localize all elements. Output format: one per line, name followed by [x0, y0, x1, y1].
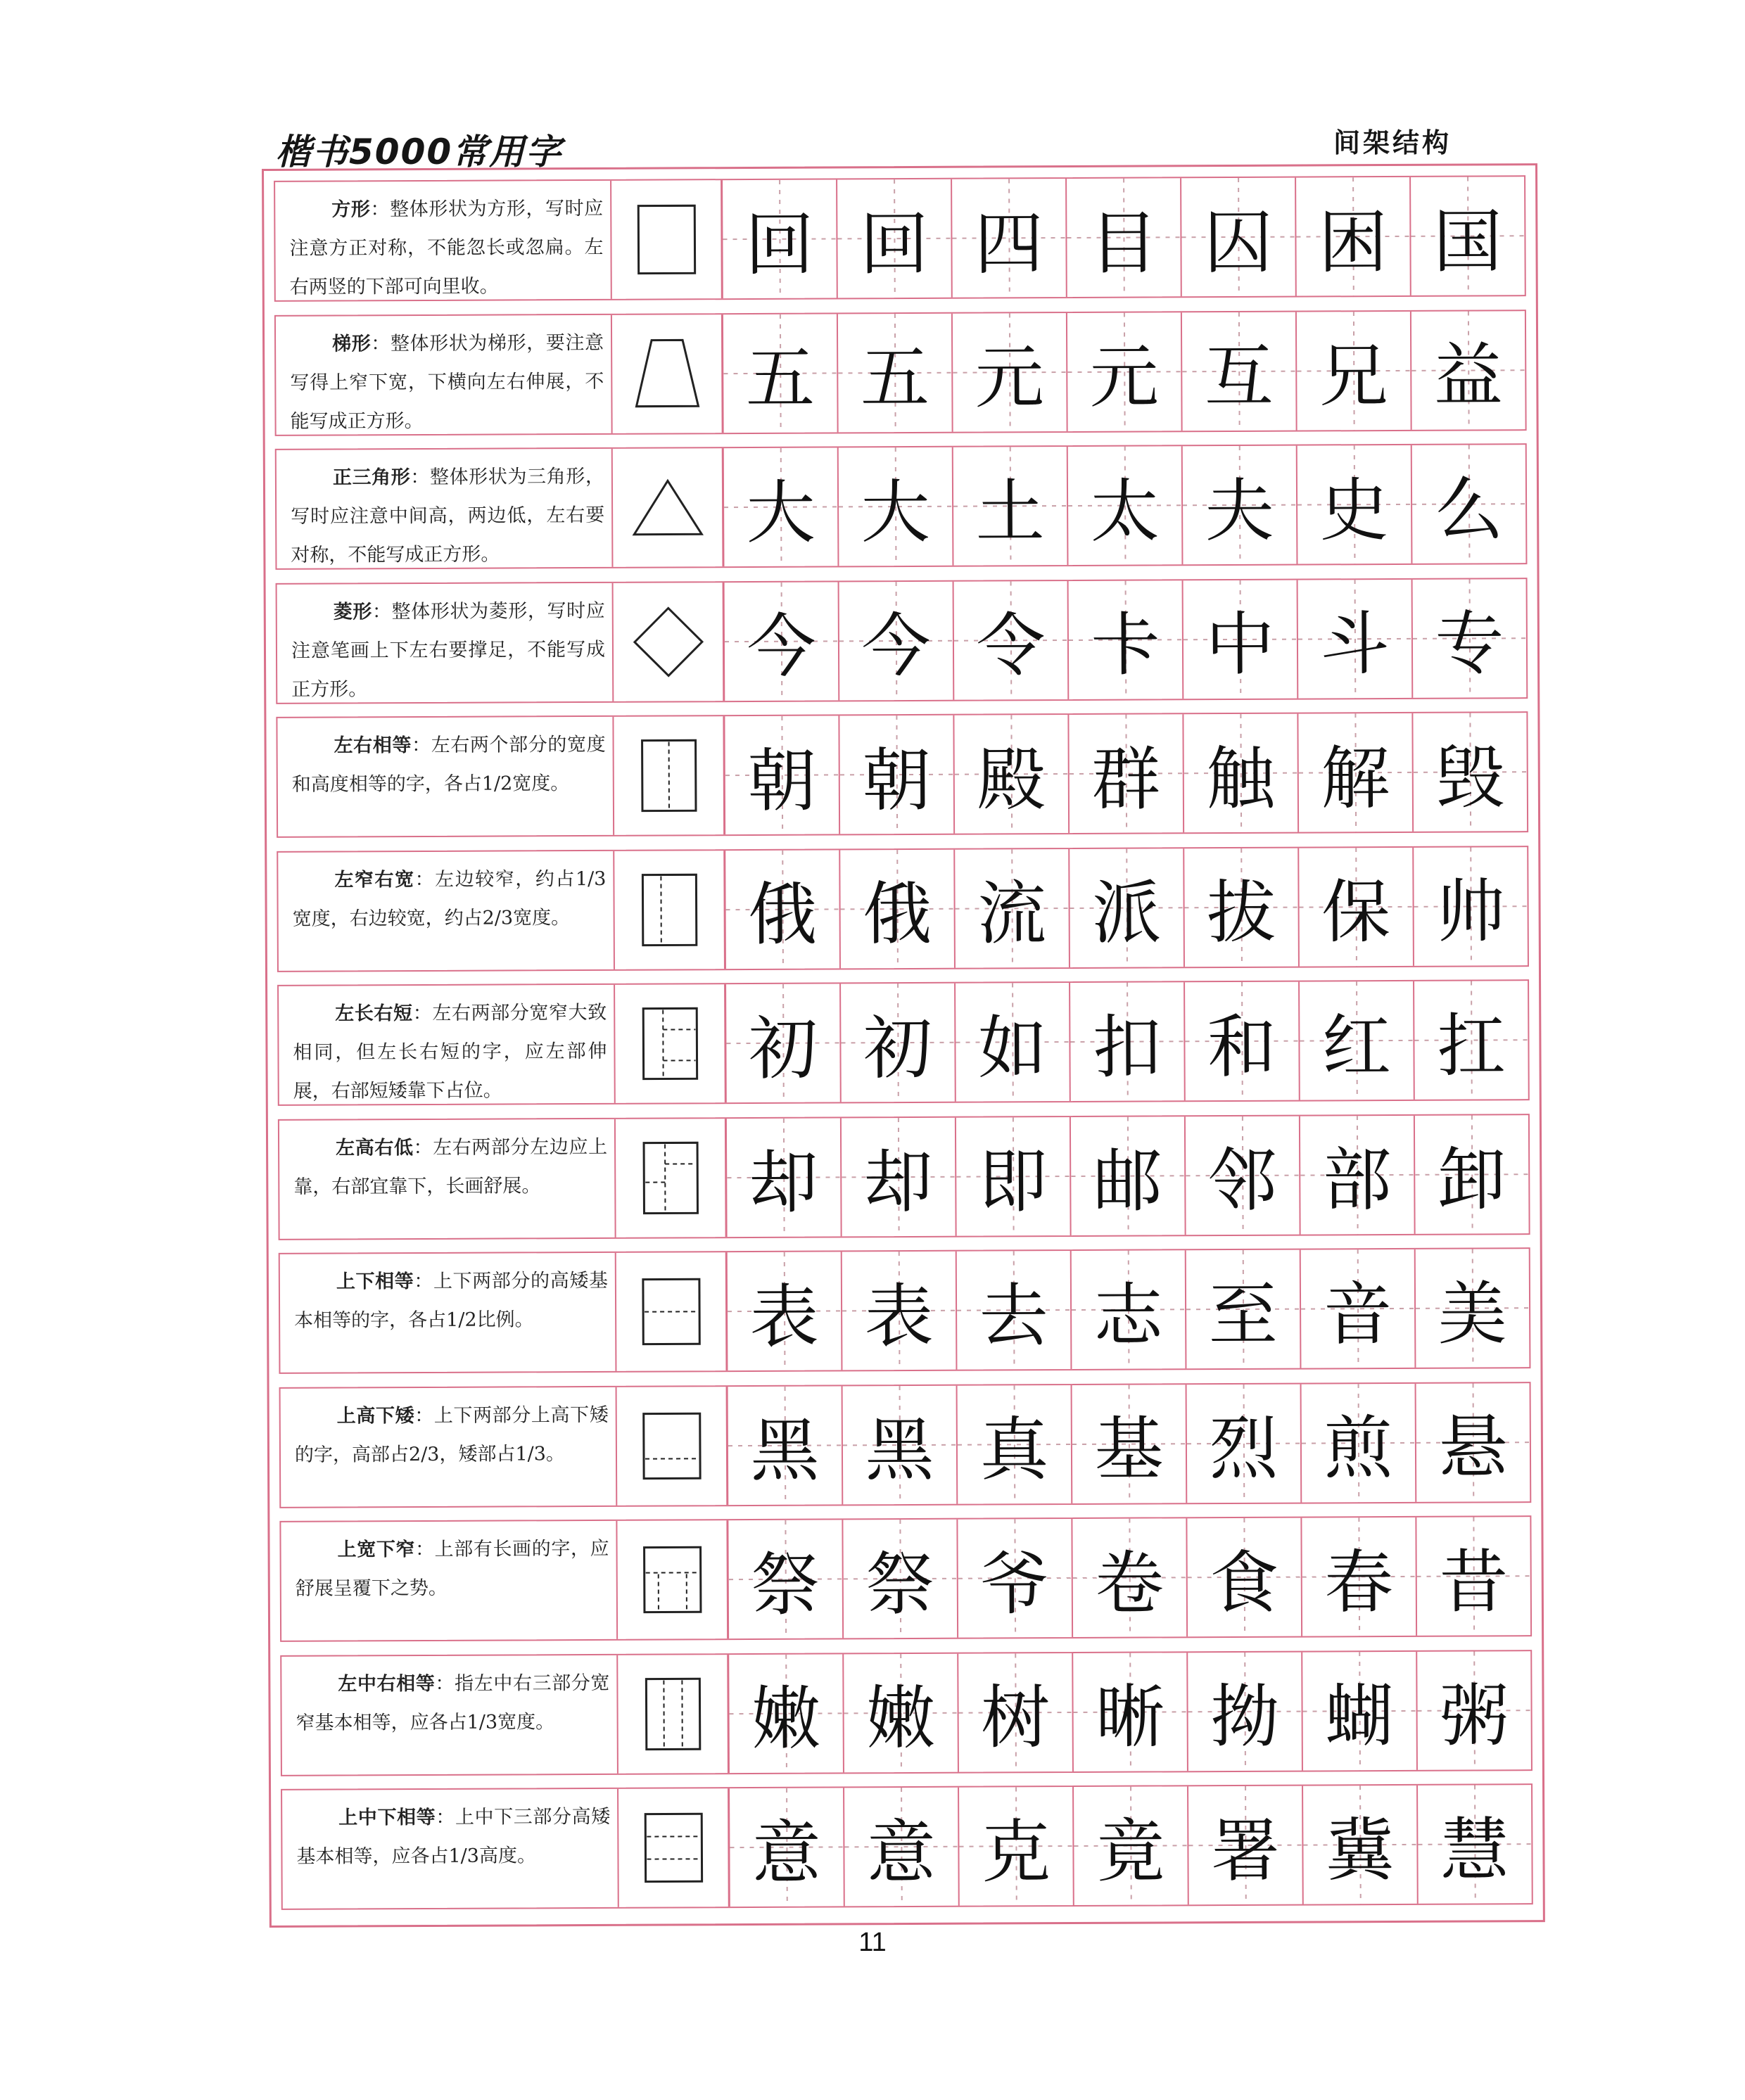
character-cell: 俄: [840, 849, 956, 968]
character-cell: 太: [1068, 446, 1184, 565]
character-cell: 烈: [1187, 1384, 1302, 1503]
character-cell: 却: [842, 1117, 957, 1236]
structure-description: [281, 1521, 618, 1641]
structure-row: [276, 711, 1528, 838]
book-title: 楷书5000常用字: [276, 132, 563, 172]
character-cell: 目: [1067, 178, 1182, 297]
structure-text: ：上下两部分上高下矮的字，高部占2/3，矮部占1/3。: [294, 1404, 609, 1466]
structure-label: 方形: [331, 198, 371, 221]
character-cell: 初: [841, 984, 956, 1102]
character-cell: 祭: [843, 1520, 958, 1638]
character-cell: 邻: [1186, 1116, 1301, 1235]
structure-label: 左高右低: [336, 1136, 414, 1159]
structure-row: [279, 1515, 1532, 1642]
character-grid: [725, 847, 1528, 969]
character-cell: 拔: [1184, 848, 1300, 967]
character-cell: 冀: [1303, 1786, 1419, 1904]
character-cell: 黑: [728, 1386, 844, 1505]
character-cell: 元: [953, 313, 1068, 432]
character-cell: 群: [1069, 714, 1184, 833]
character-cell: 初: [726, 984, 842, 1102]
character-cell: 元: [1067, 312, 1183, 431]
top-tall-bottom-short-icon: [617, 1387, 729, 1506]
character-cell: 派: [1070, 848, 1185, 967]
structure-description: [276, 314, 613, 434]
character-cell: 去: [957, 1251, 1072, 1370]
structure-text: ：整体形状为菱形，写时应注意笔画上下左右要撑足，不能写成正方形。: [291, 599, 606, 701]
character-cell: 毁: [1413, 713, 1527, 832]
character-cell: 表: [728, 1252, 843, 1370]
triangle-icon: [613, 448, 725, 567]
character-cell: 今: [839, 581, 955, 700]
structure-text: ：上部有长画的字，应舒展呈覆下之势。: [295, 1537, 609, 1600]
structure-description: [277, 583, 614, 702]
structure-label: 菱形: [333, 600, 373, 623]
character-cell: 部: [1300, 1115, 1416, 1234]
structure-description: [279, 1119, 616, 1238]
character-grid: [723, 177, 1525, 298]
character-cell: 慧: [1418, 1785, 1532, 1904]
character-cell: 树: [958, 1653, 1074, 1771]
structure-row: [275, 443, 1528, 570]
character-cell: 兄: [1297, 311, 1412, 430]
character-cell: 食: [1187, 1518, 1302, 1637]
character-cell: 爷: [958, 1519, 1073, 1638]
character-cell: 表: [842, 1252, 958, 1370]
split-thirds-vertical-icon: [618, 1655, 730, 1774]
structure-text: ：上中下三部分高矮基本相等，应各占1/3高度。: [296, 1805, 611, 1868]
character-cell: 晰: [1073, 1653, 1188, 1771]
section-title: 间架结构: [1333, 127, 1452, 158]
structure-description: [275, 181, 612, 300]
character-cell: 春: [1302, 1517, 1417, 1636]
character-cell: 基: [1072, 1385, 1188, 1503]
structure-label: 左中右相等: [338, 1672, 436, 1695]
character-cell: 五: [723, 314, 839, 433]
structure-text: ：指左中右三部分宽窄基本相等，应各占1/3宽度。: [296, 1672, 610, 1734]
character-cell: 五: [838, 313, 953, 432]
character-cell: 嫩: [729, 1654, 844, 1773]
diamond-icon: [614, 583, 725, 701]
character-grid: [724, 445, 1526, 566]
structure-description: [279, 985, 616, 1105]
character-cell: 专: [1413, 579, 1527, 698]
character-cell: 俄: [725, 850, 841, 969]
structure-description: [280, 1253, 617, 1373]
structure-row: [277, 979, 1530, 1106]
character-cell: 今: [725, 582, 840, 701]
character-cell: 竟: [1074, 1786, 1189, 1905]
structure-label: 上高下矮: [336, 1404, 415, 1427]
character-cell: 四: [952, 179, 1067, 298]
structure-label: 梯形: [332, 332, 372, 355]
character-cell: 粥: [1417, 1651, 1531, 1770]
character-cell: 邮: [1071, 1116, 1186, 1235]
character-cell: 拗: [1188, 1652, 1303, 1771]
left-long-right-short-icon: [615, 984, 727, 1103]
structure-label: 左右相等: [334, 734, 412, 757]
structure-row: [274, 175, 1526, 302]
character-cell: 红: [1300, 981, 1415, 1100]
structure-label: 左长右短: [335, 1003, 413, 1025]
character-cell: 美: [1416, 1249, 1530, 1368]
character-grid: [723, 311, 1525, 433]
structure-label: 上中下相等: [338, 1806, 436, 1829]
character-cell: 益: [1411, 311, 1525, 430]
character-cell: 中: [1184, 580, 1299, 699]
character-cell: 志: [1072, 1250, 1187, 1369]
split-half-vertical-icon: [614, 716, 725, 835]
structure-text: ：左右两部分左边应上靠，右部宜靠下，长画舒展。: [293, 1135, 608, 1198]
character-cell: 回: [723, 179, 838, 298]
top-wide-bottom-narrow-icon: [617, 1520, 729, 1639]
character-cell: 却: [727, 1118, 842, 1237]
character-cell: 令: [954, 581, 1070, 700]
character-cell: 困: [1296, 177, 1411, 296]
character-cell: 么: [1412, 445, 1526, 564]
character-cell: 囚: [1181, 178, 1297, 297]
character-cell: 朝: [725, 715, 840, 834]
character-cell: 克: [959, 1787, 1074, 1906]
split-thirds-horizontal-icon: [618, 1788, 730, 1907]
character-cell: 国: [1411, 177, 1525, 295]
character-cell: 朝: [839, 715, 955, 834]
character-cell: 帅: [1414, 847, 1528, 966]
character-cell: 土: [953, 447, 1069, 566]
structure-description: [281, 1655, 618, 1774]
character-cell: 即: [956, 1116, 1072, 1235]
structure-text: ：整体形状为方形，写时应注意方正对称，不能忽长或忽扁。左右两竖的下部可向里收。: [289, 197, 604, 298]
structure-description: [277, 449, 614, 568]
character-cell: 卷: [1072, 1518, 1188, 1637]
character-cell: 卡: [1069, 580, 1184, 699]
character-grid: [727, 1115, 1529, 1237]
character-cell: 流: [955, 848, 1070, 967]
character-grid: [725, 713, 1527, 834]
structure-row: [279, 1382, 1532, 1508]
structure-label: 上下相等: [336, 1271, 414, 1293]
structure-text: ：整体形状为梯形，要注意写得上窄下宽，下横向左右伸展，不能写成正方形。: [290, 331, 604, 433]
structure-description: [277, 717, 614, 836]
character-cell: 斗: [1298, 579, 1414, 698]
character-cell: 至: [1186, 1250, 1302, 1369]
character-grid: [728, 1517, 1530, 1638]
practice-sheet: [262, 163, 1545, 1928]
character-cell: 黑: [843, 1385, 958, 1504]
structure-description: [282, 1789, 619, 1909]
character-grid: [728, 1249, 1530, 1370]
trapezoid-icon: [612, 314, 724, 433]
character-cell: 夫: [1183, 446, 1298, 565]
split-half-horizontal-icon: [616, 1252, 728, 1371]
character-cell: 扛: [1414, 981, 1528, 1100]
character-cell: 和: [1185, 982, 1300, 1101]
structure-row: [274, 310, 1527, 436]
character-cell: 史: [1297, 445, 1413, 564]
structure-description: [278, 851, 615, 970]
character-cell: 殿: [954, 715, 1070, 834]
character-cell: 昔: [1416, 1517, 1530, 1636]
left-high-right-low-icon: [616, 1119, 728, 1237]
character-cell: 如: [956, 983, 1071, 1102]
structure-label: 上宽下窄: [337, 1539, 416, 1561]
character-cell: 祭: [728, 1520, 844, 1638]
character-cell: 大: [724, 447, 839, 566]
character-cell: 互: [1182, 312, 1297, 431]
character-grid: [729, 1651, 1531, 1773]
character-cell: 蝴: [1302, 1651, 1418, 1770]
structure-row: [276, 578, 1528, 704]
character-grid: [728, 1383, 1530, 1505]
character-cell: 保: [1299, 847, 1414, 966]
character-cell: 真: [958, 1385, 1073, 1503]
structure-text: ：上下两部分的高矮基本相等的字，各占1/2比例。: [294, 1269, 608, 1332]
page-number: 11: [858, 1928, 887, 1957]
square-icon: [611, 180, 723, 299]
character-cell: 嫩: [844, 1653, 959, 1772]
structure-row: [281, 1783, 1533, 1910]
character-grid: [730, 1785, 1532, 1907]
character-cell: 扣: [1070, 982, 1186, 1101]
character-cell: 回: [837, 179, 953, 298]
structure-text: ：左右两部分宽窄大致相同，但左长右短的字，应左部伸展，右部短矮靠下占位。: [293, 1001, 607, 1102]
structure-row: [277, 846, 1529, 972]
structure-row: [278, 1114, 1530, 1240]
character-grid: [726, 981, 1528, 1102]
character-cell: 触: [1184, 714, 1299, 833]
character-cell: 卸: [1415, 1115, 1529, 1234]
character-grid: [725, 579, 1527, 701]
structure-row: [280, 1650, 1533, 1776]
structure-label: 左窄右宽: [334, 868, 415, 891]
character-cell: 意: [844, 1788, 960, 1907]
character-cell: 煎: [1302, 1383, 1417, 1502]
character-cell: 音: [1301, 1249, 1416, 1368]
character-cell: 大: [839, 447, 954, 566]
character-cell: 意: [730, 1788, 845, 1907]
structure-label: 正三角形: [332, 466, 411, 489]
structure-description: [281, 1387, 618, 1506]
character-cell: 解: [1298, 713, 1414, 832]
character-cell: 悬: [1416, 1383, 1530, 1502]
structure-text: ：整体形状为三角形，写时应注意中间高，两边低，左右要对称，不能写成正方形。: [291, 465, 605, 566]
split-third-vertical-icon: [614, 851, 726, 969]
structure-row: [279, 1247, 1531, 1374]
character-cell: 署: [1188, 1786, 1304, 1905]
structure-text: ：左右两个部分的宽度和高度相等的字，各占1/2宽度。: [291, 733, 606, 796]
structure-text: ：左边较窄，约占1/3宽度，右边较宽，约占2/3宽度。: [292, 867, 607, 930]
